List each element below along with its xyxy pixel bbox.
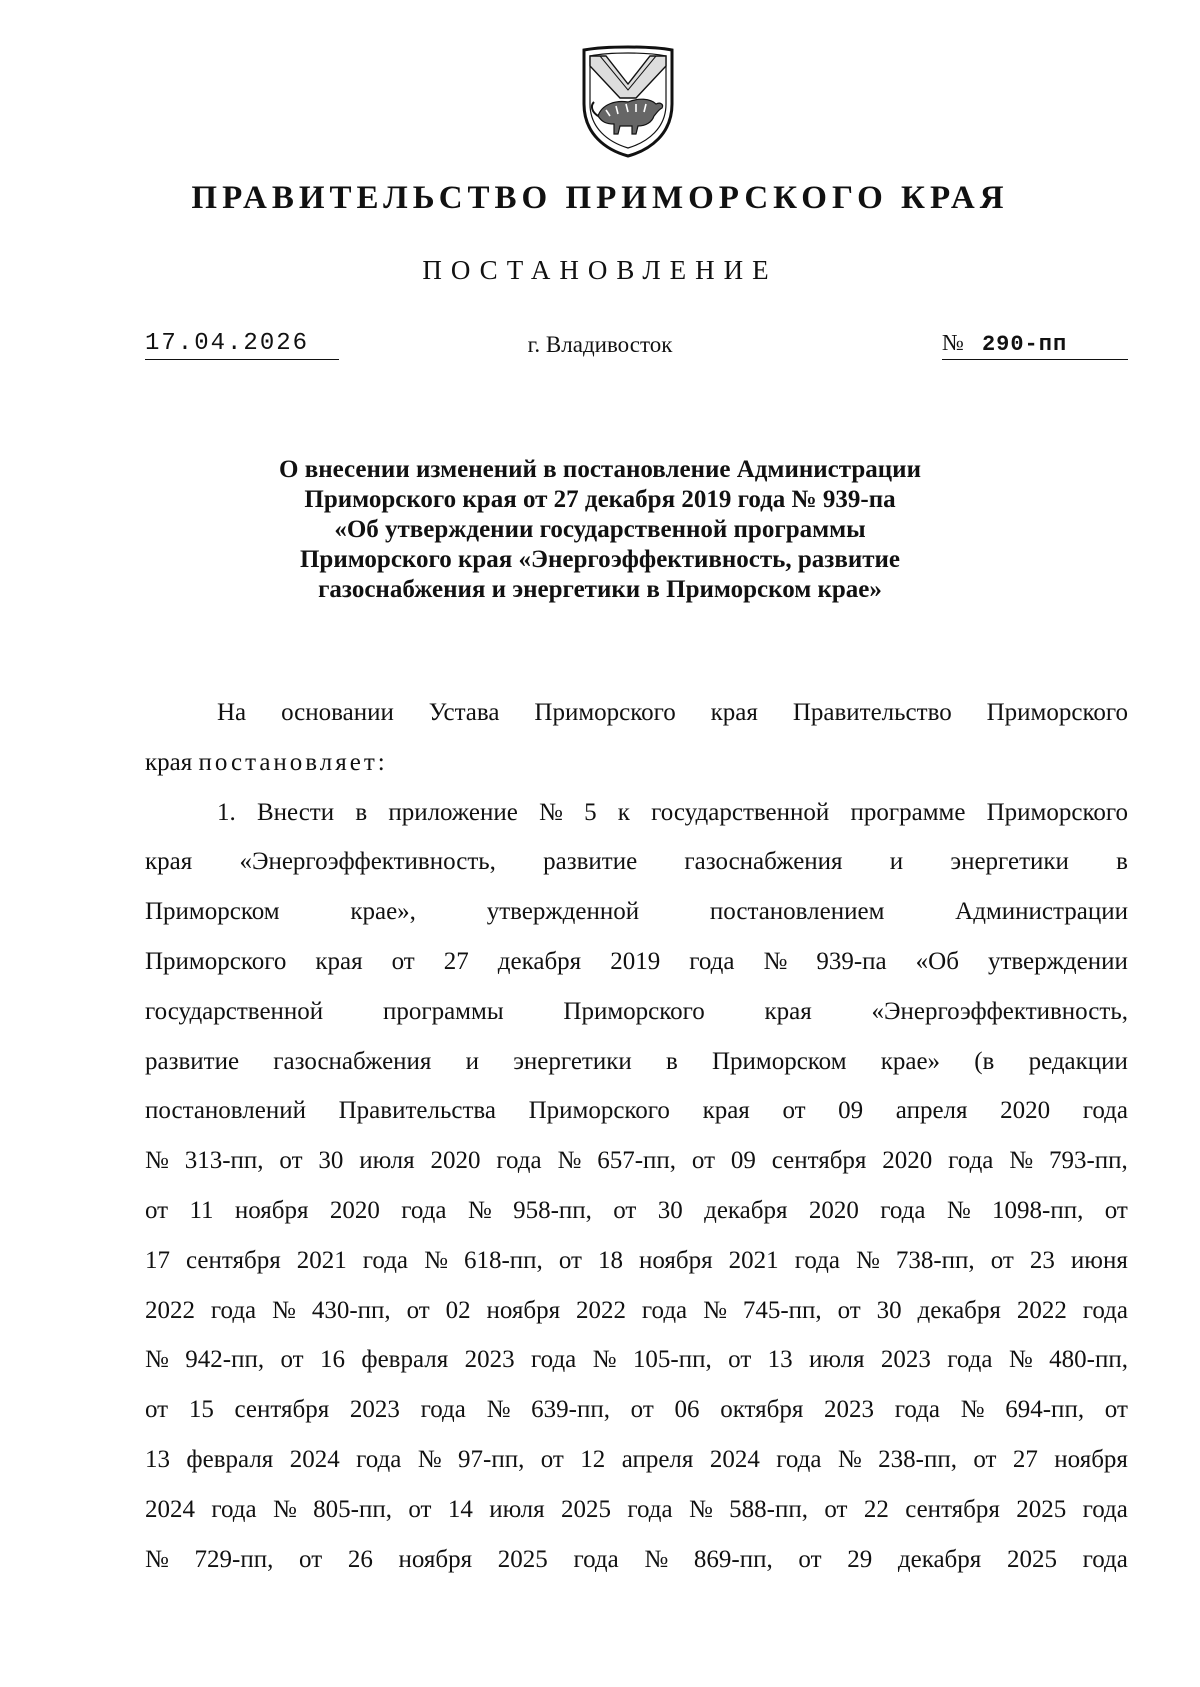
subject-line: «Об утверждении государственной программы [334, 516, 866, 543]
body-word: № [145, 1346, 169, 1374]
body-word: 09 [730, 1147, 756, 1175]
body-word: года [627, 1495, 673, 1523]
body-word: ноября [1054, 1445, 1128, 1473]
body-word: года [689, 947, 735, 975]
body-word: сентября [771, 1147, 867, 1175]
body-word: 13 [145, 1445, 170, 1473]
document-city: г. Владивосток [527, 332, 673, 357]
body-word: от [558, 1246, 582, 1274]
body-word: редакции [1028, 1047, 1128, 1075]
body-word: декабря [704, 1196, 788, 1224]
body-word: ноября [398, 1545, 473, 1573]
body-word: от [299, 1545, 323, 1573]
body-word: 5 [584, 798, 597, 826]
body-word: и [465, 1047, 479, 1075]
body-word: 27 [443, 947, 469, 975]
body-word: 2022 [1016, 1296, 1067, 1324]
body-word: 15 [188, 1396, 214, 1424]
body-word: Правительство [792, 699, 952, 726]
subject-line: Приморского края «Энергоэффективность, развитие [299, 546, 901, 573]
body-word: края [710, 699, 758, 726]
body-word: 22 [863, 1495, 889, 1523]
body-word: года [1082, 1097, 1128, 1125]
resolves-word: постановляет: [198, 748, 388, 776]
body-word: 942-пп, [185, 1346, 265, 1374]
body-word: № [145, 1147, 169, 1175]
body-word: газоснабжения [273, 1047, 432, 1075]
body-word: № [145, 1545, 169, 1573]
body-word: края [702, 1097, 750, 1125]
body-word: № [946, 1196, 971, 1224]
body-word: апреля [895, 1097, 968, 1125]
body-word: «Энергоэффективность, [871, 997, 1128, 1025]
body-word: Приморского [534, 699, 676, 726]
body-text: края [145, 748, 193, 776]
body-word: Устава [428, 699, 500, 726]
document-type: ПОСТАНОВЛЕНИЕ [422, 255, 778, 285]
body-word: 729-пп, [194, 1545, 274, 1573]
body-word: года [880, 1196, 926, 1224]
body-word: от [1104, 1396, 1128, 1424]
body-word: 13 [767, 1346, 793, 1374]
document-number: 290-пп [981, 332, 1068, 357]
body-word: Приморского [986, 798, 1128, 826]
body-word: и [889, 848, 904, 876]
body-line [145, 1037, 1128, 1087]
body-word: года [356, 1445, 402, 1473]
body-line [145, 987, 1128, 1037]
body-word: 12 [580, 1445, 606, 1473]
body-word: № [688, 1495, 713, 1523]
body-word: 430-пп, [311, 1296, 391, 1324]
body-word: 2023 [349, 1396, 400, 1424]
body-word: 30 [657, 1196, 683, 1224]
body-line [145, 1136, 1128, 1186]
body-line [145, 788, 1128, 838]
body-word: Правительства [338, 1097, 496, 1125]
body-word: года [1082, 1545, 1128, 1573]
body-word: от [630, 1396, 654, 1424]
body-word: № [417, 1445, 442, 1473]
body-word: июля [489, 1495, 545, 1523]
body-word: 02 [445, 1296, 471, 1324]
body-word: 588-пп, [729, 1495, 808, 1523]
body-word: 2021 [728, 1246, 779, 1274]
body-word: 639-пп, [531, 1396, 610, 1424]
body-word: от [145, 1196, 169, 1224]
body-word: 738-пп, [895, 1246, 975, 1274]
body-word: № [557, 1147, 582, 1175]
body-word: № [467, 1196, 492, 1224]
body-word: 2022 [145, 1296, 195, 1324]
body-word: года [947, 1346, 993, 1374]
body-word: края [145, 848, 193, 876]
body-word: сентября [905, 1495, 1000, 1523]
body-line [145, 688, 1128, 738]
body-word: № [272, 1296, 296, 1324]
body-word: года [210, 1296, 257, 1324]
body-word: июля [359, 1147, 415, 1175]
body-word: основании [281, 699, 394, 726]
body-word: 745-пп, [742, 1296, 822, 1324]
body-word: газоснабжения [684, 848, 843, 876]
body-word: 2019 [610, 947, 661, 975]
body-line [145, 1286, 1128, 1336]
body-line [145, 1485, 1128, 1535]
body-word: Приморского [528, 1097, 670, 1125]
body-word: 1098-пп, [992, 1196, 1084, 1224]
body-word: года [948, 1147, 994, 1175]
body-word: 793-пп, [1048, 1147, 1128, 1175]
body-word: сентября [186, 1246, 281, 1274]
body-word: 09 [838, 1097, 864, 1125]
body-word: июня [1070, 1246, 1128, 1274]
body-line [145, 738, 1128, 788]
body-word: от [973, 1445, 997, 1473]
body-word: апреля [621, 1445, 694, 1473]
body-word: 805-пп, [313, 1495, 393, 1523]
body-word: Приморском [711, 1047, 847, 1075]
body-word: № [424, 1246, 448, 1274]
body-line [145, 887, 1128, 937]
body-word: Приморского [145, 947, 287, 975]
body-word: года [573, 1545, 619, 1573]
document-number-field [942, 330, 1128, 360]
body-word: № [763, 947, 788, 975]
body-word: 657-пп, [597, 1147, 677, 1175]
body-line [145, 837, 1128, 887]
body-word: края [764, 997, 812, 1025]
body-line [145, 1086, 1128, 1136]
date-number-line [0, 330, 1200, 370]
body-word: приложение [388, 798, 518, 826]
body-word: Приморского [563, 997, 705, 1025]
body-word: развитие [145, 1047, 240, 1075]
body-word: от [990, 1246, 1014, 1274]
body-word: года [641, 1296, 688, 1324]
body-word: от [145, 1396, 169, 1424]
body-word: от [408, 1495, 432, 1523]
body-word: № [1009, 1147, 1034, 1175]
body-word: от [798, 1545, 822, 1573]
body-word: № [703, 1296, 727, 1324]
body-word: от [1104, 1196, 1128, 1224]
body-word: Приморском [145, 898, 280, 926]
body-word: программы [382, 997, 504, 1025]
body-word: крае», [350, 898, 416, 926]
body-word: Внести [256, 798, 335, 826]
body-word: февраля [186, 1445, 274, 1473]
body-word: государственной [651, 798, 830, 826]
body-word: 2020 [882, 1147, 933, 1175]
body-word: 2023 [824, 1396, 875, 1424]
body-word: 23 [1029, 1246, 1055, 1274]
body-word: от [406, 1296, 430, 1324]
body-word: 11 [189, 1196, 214, 1224]
body-word: от [691, 1147, 716, 1175]
body-word: 30 [876, 1296, 902, 1324]
body-word: «Энергоэффективность, [239, 848, 496, 876]
body-word: 2024 [709, 1445, 760, 1473]
body-word: утвержденной [486, 898, 640, 926]
body-word: 869-пп, [693, 1545, 773, 1573]
body-word: 2022 [576, 1296, 627, 1324]
body-word: 2020 [329, 1196, 380, 1224]
body-word: Администрации [955, 898, 1128, 926]
body-word: № [855, 1246, 880, 1274]
body-word: от [613, 1196, 637, 1224]
body-word: 2023 [880, 1346, 931, 1374]
body-word: энергетики [513, 1047, 632, 1075]
body-word: года [420, 1396, 466, 1424]
body-word: февраля [361, 1346, 449, 1374]
body-word: 27 [1012, 1445, 1038, 1473]
body-line [145, 937, 1128, 987]
body-word: 105-пп, [632, 1346, 712, 1374]
body-word: развитие [543, 848, 638, 876]
body-word: № [272, 1495, 297, 1523]
body-word: № [486, 1396, 511, 1424]
body-word: от [540, 1445, 564, 1473]
body-word: 26 [347, 1545, 373, 1573]
body-word: государственной [145, 997, 324, 1025]
number-sign: № [942, 330, 964, 355]
body-word: 97-пп, [458, 1445, 525, 1473]
body-line [145, 1385, 1128, 1435]
body-line [145, 1335, 1128, 1385]
subject-line: газоснабжения и энергетики в Приморском крае» [318, 576, 882, 603]
body-word: декабря [497, 947, 582, 975]
body-word: от [391, 947, 415, 975]
organization-title: ПРАВИТЕЛЬСТВО ПРИМОРСКОГО КРАЯ [191, 180, 1009, 216]
body-word: 2023 [464, 1346, 515, 1374]
body-word: октября [720, 1396, 804, 1424]
body-word: 2024 [289, 1445, 340, 1473]
body-word: от [728, 1346, 752, 1374]
body-word: 2021 [296, 1246, 347, 1274]
body-word: 2025 [1016, 1495, 1067, 1523]
body-word: 30 [318, 1147, 344, 1175]
body-word: от [782, 1097, 806, 1125]
subject-line: Приморского края от 27 декабря 2019 года № 939-па [304, 486, 896, 513]
body-word: 2024 [145, 1495, 195, 1523]
body-word: (в [974, 1047, 995, 1075]
body-word: в [1116, 848, 1128, 876]
body-word: от [280, 1346, 304, 1374]
body-word: 14 [447, 1495, 473, 1523]
body-word: 694-пп, [1005, 1396, 1085, 1424]
body-word: № [644, 1545, 669, 1573]
coat-of-arms-icon [576, 42, 680, 160]
body-word: ноября [234, 1196, 309, 1224]
body-word: июля [809, 1346, 865, 1374]
body-word: года [1082, 1296, 1128, 1324]
body-word: сентября [234, 1396, 330, 1424]
body-word: ноября [639, 1246, 713, 1274]
body-word: крае» [880, 1047, 941, 1075]
body-word: года [894, 1396, 940, 1424]
body-word: постановлений [145, 1097, 306, 1125]
body-word: № [837, 1445, 862, 1473]
body-word: года [496, 1147, 542, 1175]
body-word: программе [850, 798, 966, 826]
body-word: 17 [145, 1246, 170, 1274]
body-word: № [960, 1396, 985, 1424]
body-word: энергетики [950, 848, 1069, 876]
body-word: утверждении [987, 947, 1128, 975]
body-word: 2025 [497, 1545, 548, 1573]
body-word: в [665, 1047, 678, 1075]
body-word: 2020 [808, 1196, 859, 1224]
body-word: декабря [917, 1296, 1001, 1324]
body-word: от [824, 1495, 848, 1523]
body-word: к [617, 798, 630, 826]
body-word: № [592, 1346, 617, 1374]
body-word: 1. [217, 798, 236, 826]
body-word: года [776, 1445, 822, 1473]
body-word: от [279, 1147, 303, 1175]
body-word: 29 [847, 1545, 873, 1573]
body-word: года [211, 1495, 257, 1523]
body-word: 939-па [816, 947, 887, 975]
body-word: 16 [319, 1346, 345, 1374]
body-word: года [531, 1346, 577, 1374]
body-word: № [539, 798, 563, 826]
body-word: 18 [597, 1246, 623, 1274]
body-word: 958-пп, [513, 1196, 592, 1224]
body-word: в [355, 798, 368, 826]
body-word: года [362, 1246, 409, 1274]
body-word: 313-пп, [184, 1147, 264, 1175]
body-word: 2025 [1006, 1545, 1057, 1573]
body-line [145, 1186, 1128, 1236]
body-word: края [315, 947, 363, 975]
body-word: На [217, 699, 247, 726]
body-word: 06 [674, 1396, 700, 1424]
body-word: года [794, 1246, 840, 1274]
body-word: года [1082, 1495, 1128, 1523]
body-line [145, 1435, 1128, 1485]
body-word: ноября [486, 1296, 561, 1324]
body-word: 238-пп, [878, 1445, 957, 1473]
body-word: 2025 [560, 1495, 611, 1523]
body-word: «Об [915, 947, 959, 975]
body-word: 480-пп, [1049, 1346, 1128, 1374]
body-word: Приморского [986, 699, 1128, 726]
document-body [145, 688, 1128, 1584]
body-line [145, 1535, 1128, 1585]
body-word: декабря [897, 1545, 982, 1573]
subject-line: О внесении изменений в постановление Администрации [279, 456, 921, 483]
document-subject [170, 455, 1030, 605]
body-line [145, 1236, 1128, 1286]
document-date: 17.04.2026 [145, 330, 339, 360]
body-word: 618-пп, [463, 1246, 543, 1274]
body-word: 2020 [1000, 1097, 1051, 1125]
body-word: № [1008, 1346, 1033, 1374]
body-word: года [401, 1196, 447, 1224]
body-word: от [837, 1296, 861, 1324]
body-word: постановлением [709, 898, 885, 926]
body-word: 2020 [430, 1147, 481, 1175]
